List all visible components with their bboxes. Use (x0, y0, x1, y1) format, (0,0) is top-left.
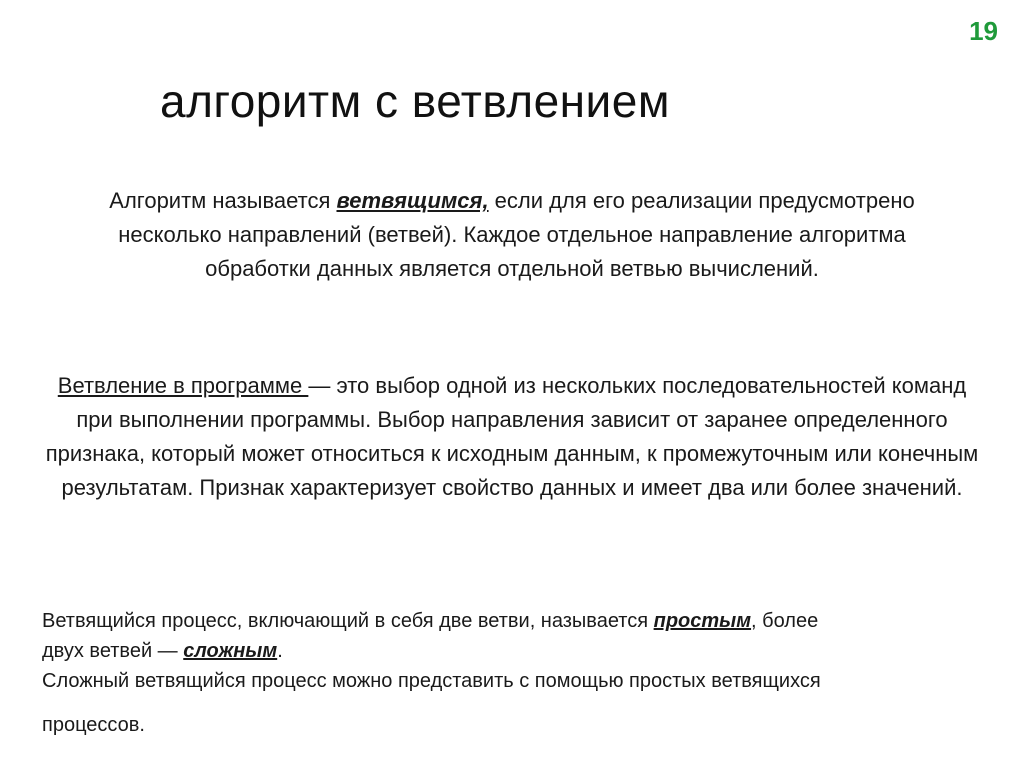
complex-suffix: . (277, 640, 283, 662)
branching-paragraph (40, 369, 984, 505)
complex-term: сложным (183, 640, 278, 662)
process-line-1 (42, 606, 1002, 636)
process-line-3: Сложный ветвящийся процесс можно представить с помощью простых ветвящихся (42, 670, 821, 692)
branching-term: Ветвление в программе (57, 373, 309, 398)
page-number: 19 (969, 16, 998, 46)
complex-prefix: двух ветвей — (42, 640, 184, 662)
slide-title: алгоритм с ветвлением (160, 75, 670, 127)
branching-text: — это выбор одной из нескольких последовательностей команд при выполнении программы. Выбор направления зависит от заранее определенного признака, который может относиться к исходным данным, к промежуточным или конечным результатам. Признак характеризует свойство данных и имеет два или более значений. (45, 373, 979, 500)
simple-term: простым (653, 610, 752, 632)
process-line-4: процессов. (42, 714, 145, 736)
definition-prefix: Алгоритм называется (109, 188, 337, 213)
definition-paragraph (80, 184, 944, 286)
simple-prefix: Ветвящийся процесс, включающий в себя две ветви, называется (42, 610, 654, 632)
process-notes (42, 606, 1002, 740)
definition-term: ветвящимся, (336, 188, 489, 213)
simple-suffix: , более (751, 610, 819, 632)
definition-text: если для его реализации предусмотрено несколько направлений (ветвей). Каждое отдельное направление алгоритма обработки данных является отдельной ветвью вычислений. (118, 188, 915, 281)
process-line-2 (42, 636, 1002, 666)
